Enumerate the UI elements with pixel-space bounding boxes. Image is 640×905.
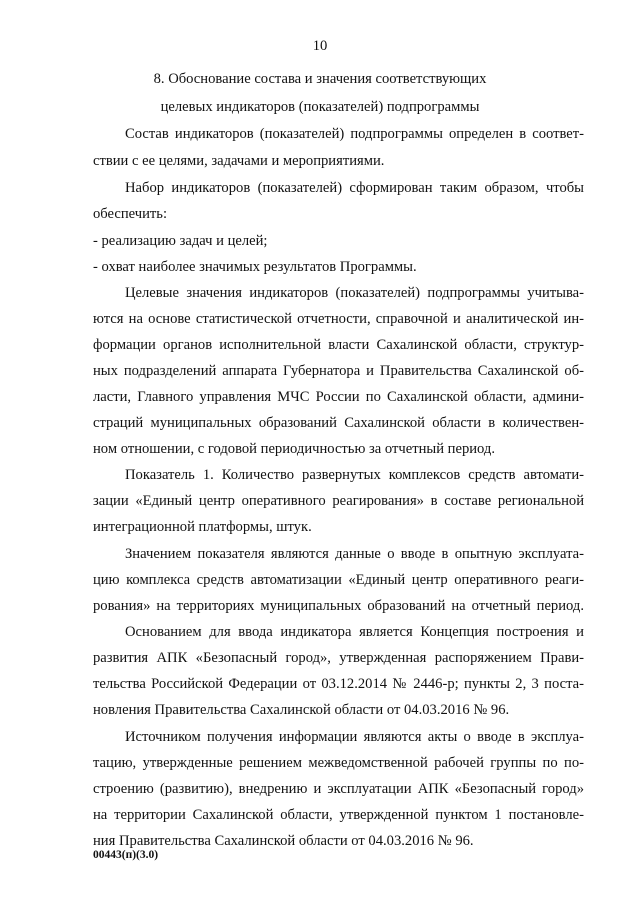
paragraph-line: Состав индикаторов (показателей) подпрограммы определен в соответ- — [125, 126, 584, 142]
paragraph-line: Показатель 1. Количество развернутых комплексов средств автомати- — [125, 467, 584, 483]
paragraph-line: ных подразделений аппарата Губернатора и Правительства Сахалинской об- — [93, 363, 584, 379]
paragraph-line: ствии с ее целями, задачами и мероприятиями. — [93, 153, 385, 169]
section-heading-line-1: 8. Обоснование состава и значения соответствующих — [153, 71, 487, 87]
list-item: - реализацию задач и целей; — [93, 233, 268, 249]
paragraph-line: Основанием для ввода индикатора является Концепция построения и — [125, 624, 584, 640]
paragraph-line: тельства Российской Федерации от 03.12.2014 № 2446-р; пункты 2, 3 поста- — [93, 676, 584, 692]
paragraph-line: строению (развитию), внедрению и эксплуатации АПК «Безопасный город» — [93, 781, 584, 797]
paragraph-line: страций муниципальных образований Сахалинской области в количествен- — [93, 415, 584, 431]
paragraph-line: ются на основе статистической отчетности, справочной и аналитической ин- — [93, 311, 584, 327]
paragraph-line: Источником получения информации являются акты о вводе в эксплуа- — [125, 729, 584, 745]
paragraph-line: на территории Сахалинской области, утвержденной пунктом 1 постановле- — [93, 807, 584, 823]
paragraph-line: обеспечить: — [93, 206, 168, 222]
paragraph-line: ном отношении, с годовой периодичностью за отчетный период. — [93, 441, 495, 457]
list-item: - охват наиболее значимых результатов Программы. — [93, 259, 417, 275]
paragraph-line: формации органов исполнительной власти Сахалинской области, структур- — [93, 337, 584, 353]
paragraph-line: Набор индикаторов (показателей) сформирован таким образом, чтобы — [125, 180, 584, 196]
paragraph-line: цию комплекса средств автоматизации «Единый центр оперативного реаги- — [93, 572, 584, 588]
paragraph-line: интеграционной платформы, штук. — [93, 519, 312, 535]
paragraph-line: Целевые значения индикаторов (показателей) подпрограммы учитыва- — [125, 285, 584, 301]
paragraph-line: рования» на территориях муниципальных образований на отчетный период. — [93, 598, 584, 614]
paragraph-line: развития АПК «Безопасный город», утвержденная распоряжением Прави- — [93, 650, 584, 666]
page-number: 10 — [312, 38, 328, 54]
paragraph-line: новления Правительства Сахалинской области от 04.03.2016 № 96. — [93, 702, 510, 718]
document-code: 00443(п)(3.0) — [93, 849, 159, 861]
paragraph-line: Значением показателя являются данные о вводе в опытную эксплуата- — [125, 546, 584, 562]
paragraph-line: тацию, утвержденные решением межведомственной рабочей группы по по- — [93, 755, 584, 771]
section-heading-line-2: целевых индикаторов (показателей) подпрограммы — [160, 99, 480, 115]
paragraph-line: зации «Единый центр оперативного реагирования» в составе региональной — [93, 493, 584, 509]
paragraph-line: ласти, Главного управления МЧС России по Сахалинской области, админи- — [93, 389, 584, 405]
paragraph-line: ния Правительства Сахалинской области от 04.03.2016 № 96. — [93, 833, 474, 849]
